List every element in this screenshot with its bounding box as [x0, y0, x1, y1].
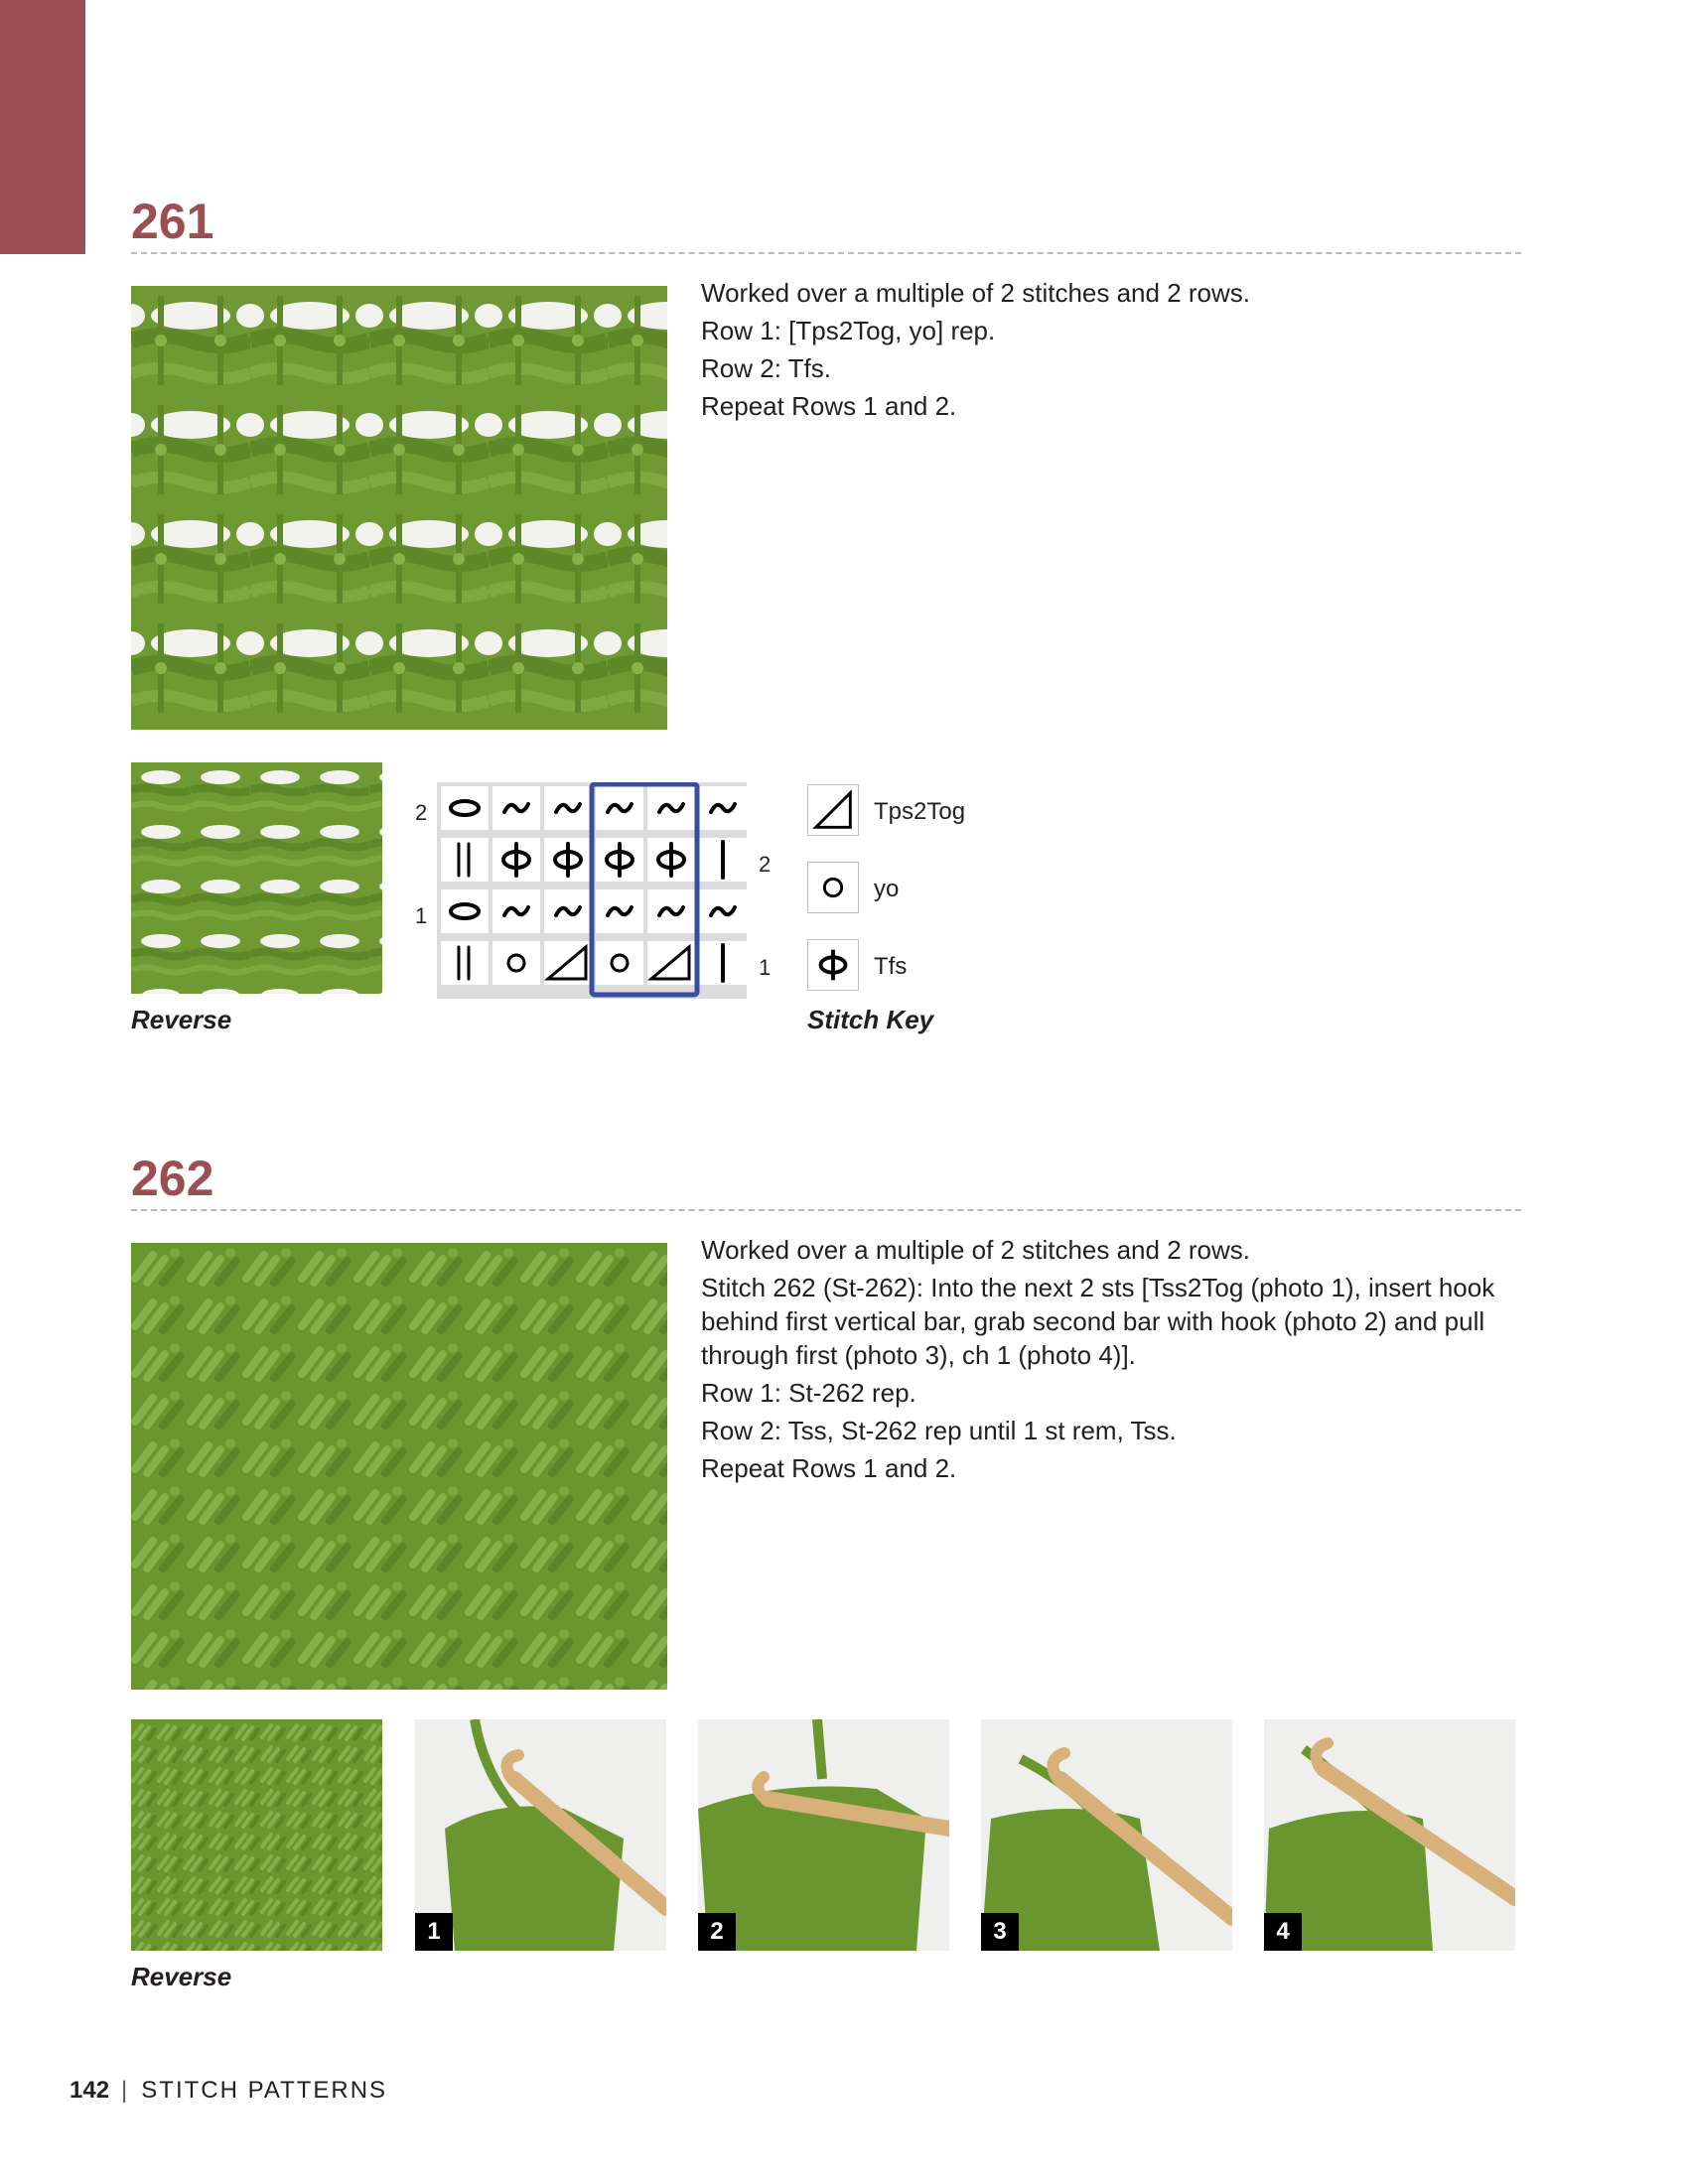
swatch-photo-261	[131, 286, 667, 730]
reverse-caption: Reverse	[131, 1962, 232, 1991]
yo-icon	[807, 862, 859, 913]
section-divider	[131, 1209, 1521, 1211]
step-photo-4	[1264, 1719, 1515, 1951]
stitch-chart	[437, 782, 755, 999]
instructions-261	[701, 274, 1535, 425]
tfs-icon	[807, 939, 859, 991]
chart-row-label-left: 1	[415, 903, 428, 928]
page-footer	[70, 2077, 387, 2105]
instruction-line: Row 1: [Tps2Tog, yo] rep.	[701, 316, 996, 345]
side-tab	[0, 0, 85, 254]
instruction-line: Repeat Rows 1 and 2.	[701, 1453, 957, 1483]
stitch-number-261: 261	[131, 194, 214, 249]
tps2tog-icon	[807, 784, 859, 836]
key-label-yo: yo	[874, 876, 900, 902]
instruction-line: Stitch 262 (St-262): Into the next 2 sts [Tss2Tog (photo 1), insert hook behind first vertical bar, grab second bar with hook (photo 2) and pull through first (photo 3), ch 1 (photo 4)].	[701, 1273, 1495, 1370]
step-photo-3	[981, 1719, 1232, 1951]
instructions-262	[701, 1231, 1535, 1487]
chart-row-label-right: 1	[759, 955, 772, 980]
instruction-line: Worked over a multiple of 2 stitches and 2 rows.	[701, 278, 1250, 308]
step-badge: 4	[1264, 1913, 1302, 1951]
footer-section: STITCH PATTERNS	[141, 2077, 388, 2104]
stitch-number-262: 262	[131, 1151, 214, 1206]
instruction-line: Row 2: Tss, St-262 rep until 1 st rem, Tss.	[701, 1416, 1177, 1445]
step-badge: 2	[698, 1913, 736, 1951]
instruction-line: Row 2: Tfs.	[701, 353, 832, 383]
step-photo-1	[415, 1719, 666, 1951]
reverse-photo-262	[131, 1719, 382, 1951]
footer-separator: |	[121, 2077, 130, 2104]
step-badge: 1	[415, 1913, 453, 1951]
stitch-key-caption: Stitch Key	[807, 1005, 934, 1034]
page-number: 142	[70, 2077, 110, 2104]
instruction-line: Worked over a multiple of 2 stitches and 2 rows.	[701, 1235, 1250, 1265]
step-photo-2	[698, 1719, 949, 1951]
step-badge: 3	[981, 1913, 1019, 1951]
reverse-photo-261	[131, 762, 382, 994]
instruction-line: Repeat Rows 1 and 2.	[701, 391, 957, 421]
swatch-photo-262	[131, 1243, 667, 1690]
instruction-line: Row 1: St-262 rep.	[701, 1378, 916, 1408]
chart-row-label-right: 2	[759, 852, 772, 877]
section-divider	[131, 252, 1521, 254]
chart-row-label-left: 2	[415, 800, 428, 825]
key-label-tps2tog: Tps2Tog	[874, 798, 966, 825]
reverse-caption: Reverse	[131, 1005, 232, 1034]
key-label-tfs: Tfs	[874, 953, 908, 980]
